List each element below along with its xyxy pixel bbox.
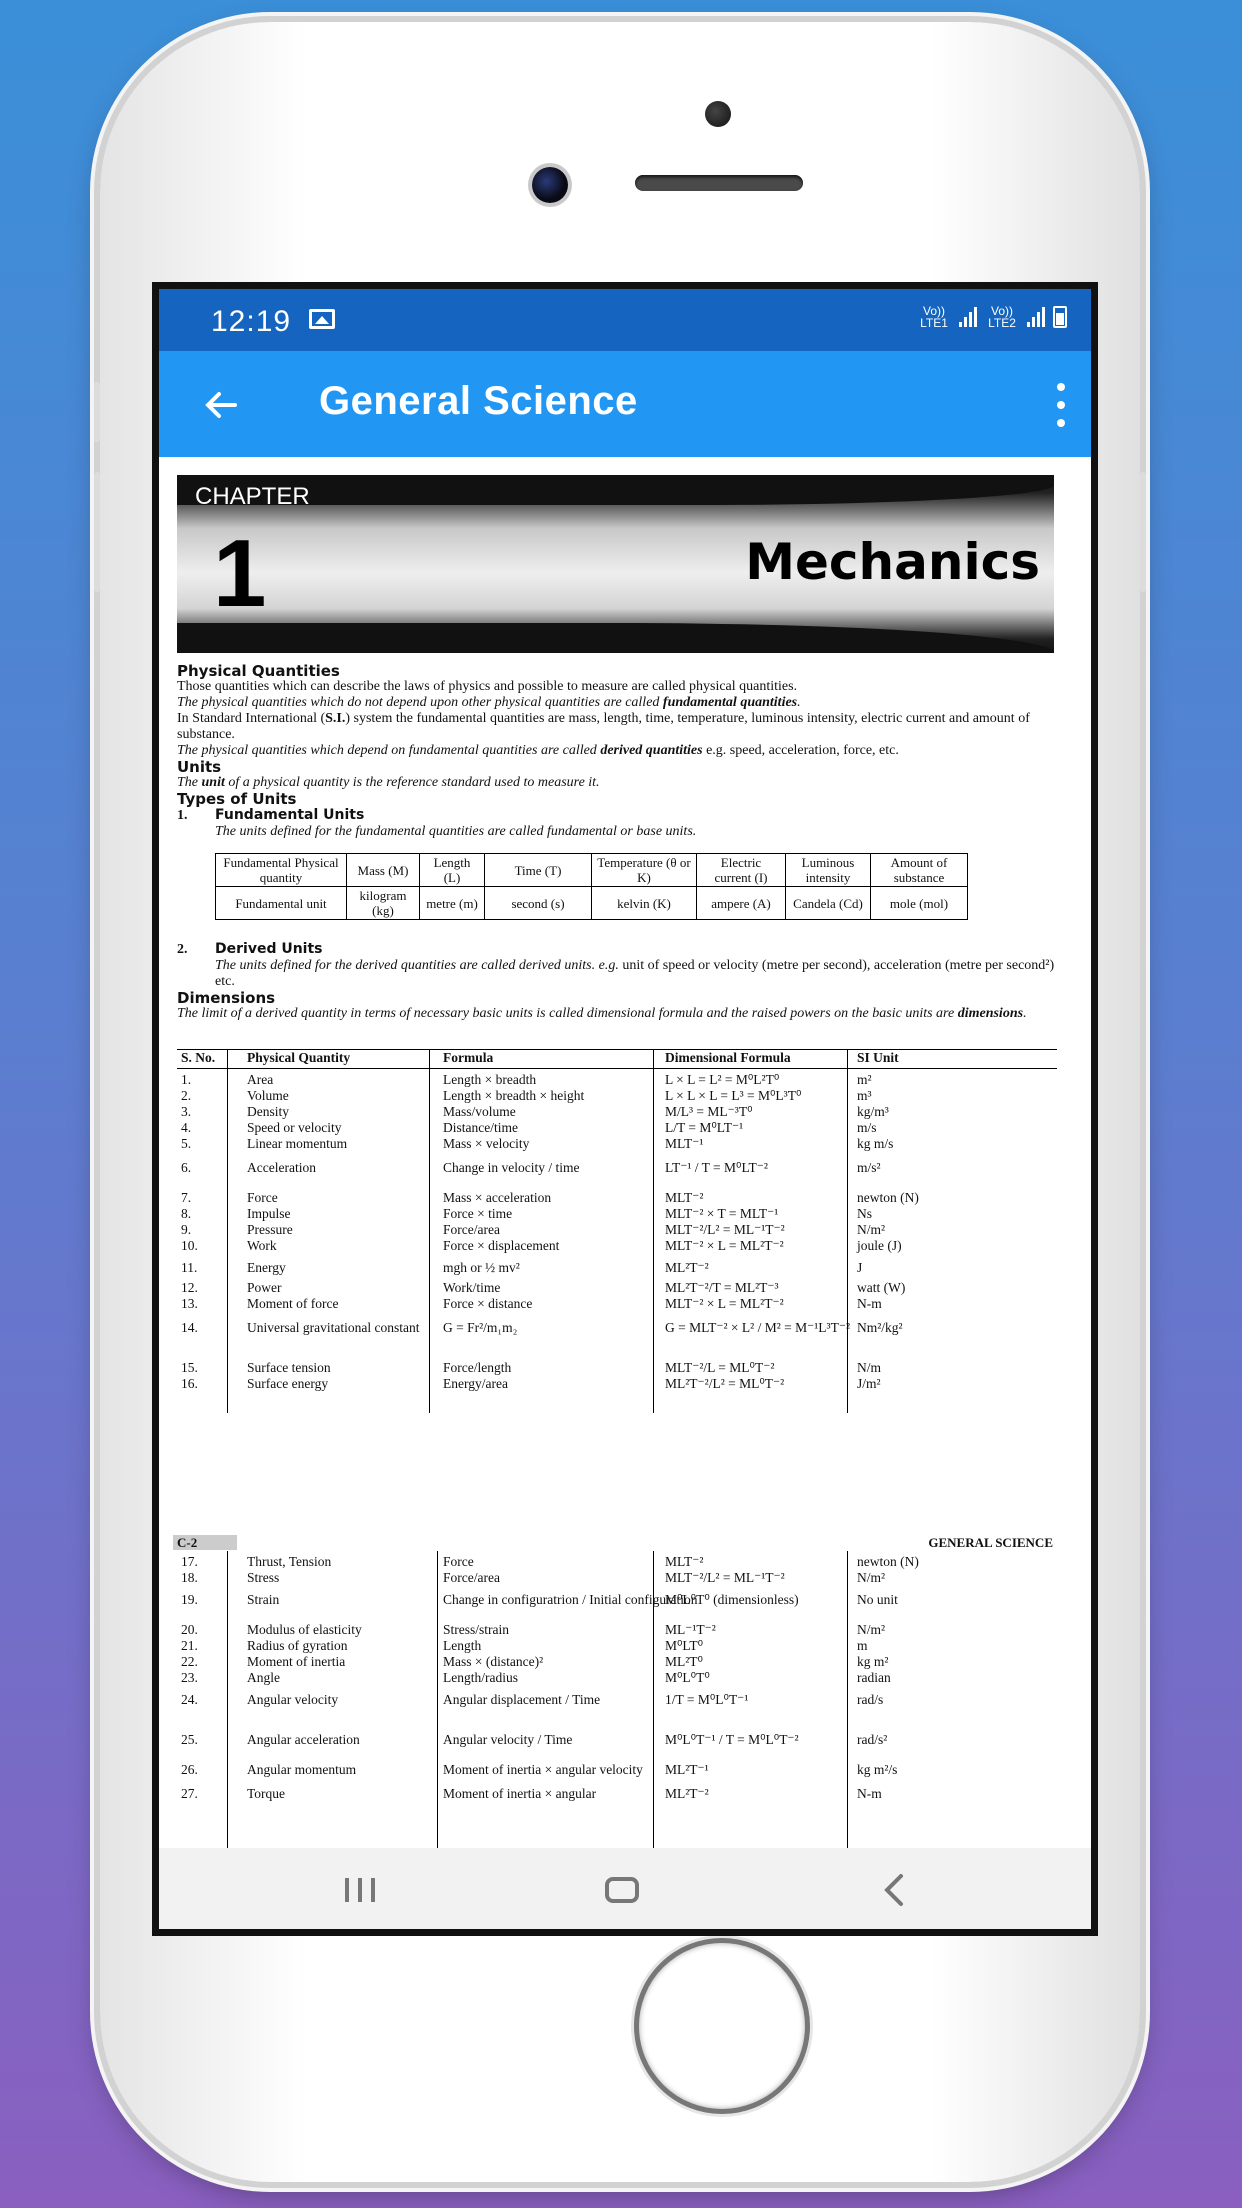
physical-quantity: Thrust, Tension <box>247 1554 332 1569</box>
status-bar <box>159 289 1091 351</box>
row-number: 13. <box>181 1296 198 1311</box>
dimensional-formula: ML²T⁰ <box>665 1654 703 1669</box>
heading-units: Units <box>177 758 222 776</box>
formula: Force × time <box>443 1206 513 1221</box>
arrow-left-icon[interactable] <box>199 383 243 427</box>
formula: Moment of inertia × angular <box>443 1786 597 1801</box>
si-unit: N/m² <box>857 1622 886 1637</box>
si-unit: rad/s <box>857 1692 884 1707</box>
physical-quantity: Angular momentum <box>247 1762 357 1777</box>
heading-types-of-units: Types of Units <box>177 790 297 808</box>
dimensional-formula: MLT⁻² × T = MLT⁻¹ <box>665 1206 779 1221</box>
paragraph: Those quantities which can describe the laws of physics and possible to measure are called physical quantities. <box>177 679 798 694</box>
si-unit: newton (N) <box>857 1554 919 1569</box>
physical-quantity: Speed or velocity <box>247 1120 342 1135</box>
heading-physical-quantities: Physical Quantities <box>177 662 340 680</box>
physical-quantity: Surface tension <box>247 1360 331 1375</box>
chapter-number: 1 <box>213 520 267 627</box>
power-button <box>1140 472 1146 592</box>
formula: Mass × acceleration <box>443 1190 552 1205</box>
paragraph: The units defined for the fundamental quantities are called fundamental or base units. <box>215 824 697 839</box>
formula: Force × displacement <box>443 1238 560 1253</box>
intro-section <box>177 663 1057 840</box>
paragraph: The unit of a physical quantity is the reference standard used to measure it. <box>177 775 600 790</box>
chapter-banner <box>177 475 1054 653</box>
earpiece-speaker <box>635 175 803 191</box>
si-unit: Nm²/kg² <box>857 1320 903 1335</box>
row-number: 10. <box>181 1238 198 1253</box>
formula: Stress/strain <box>443 1622 509 1637</box>
si-unit: joule (J) <box>857 1238 902 1253</box>
si-unit: N-m <box>857 1786 882 1801</box>
formula: Length × breadth <box>443 1072 537 1087</box>
physical-quantity: Impulse <box>247 1206 291 1221</box>
dimensional-formula: ML²T⁻² <box>665 1260 709 1275</box>
list-item: 1. Fundamental Units <box>177 807 365 823</box>
phone-screen <box>152 282 1098 1936</box>
chapter-title: Mechanics <box>745 533 1040 591</box>
row-number: 4. <box>181 1120 192 1135</box>
dimensional-formula: LT⁻¹ / T = M⁰LT⁻² <box>665 1160 768 1175</box>
row-number: 27. <box>181 1786 198 1801</box>
row-number: 6. <box>181 1160 192 1175</box>
physical-quantity: Force <box>247 1190 278 1205</box>
table-row: Fundamental unit kilogram (kg) metre (m) second (s) kelvin (K) ampere (A) Candela (Cd) mole (mol) <box>216 887 968 920</box>
dimensional-formula: ML²T⁻¹ <box>665 1762 709 1777</box>
si-unit: rad/s² <box>857 1732 888 1747</box>
row-number: 15. <box>181 1360 198 1375</box>
dimensional-formula: L × L × L = L³ = M⁰L³T⁰ <box>665 1088 802 1103</box>
row-number: 22. <box>181 1654 198 1669</box>
si-unit: watt (W) <box>857 1280 906 1295</box>
si-unit: Ns <box>857 1206 873 1221</box>
formula: Change in velocity / time <box>443 1160 580 1175</box>
table-row: Fundamental Physical quantity Mass (M) Length (L) Time (T) Temperature (θ or K) Electric current (I) Luminous intensity Amount of substance <box>216 854 968 887</box>
formula: Mass/volume <box>443 1104 516 1119</box>
si-unit: J <box>857 1260 863 1275</box>
si-unit: m/s <box>857 1120 877 1135</box>
row-number: 23. <box>181 1670 198 1685</box>
signal-icon <box>1027 307 1045 327</box>
physical-quantity: Moment of inertia <box>247 1654 346 1669</box>
physical-quantity: Modulus of elasticity <box>247 1622 362 1637</box>
physical-quantity: Angle <box>247 1670 280 1685</box>
physical-quantity: Acceleration <box>247 1160 316 1175</box>
signal-icon <box>959 307 977 327</box>
row-number: 16. <box>181 1376 198 1391</box>
heading-dimensions: Dimensions <box>177 989 276 1007</box>
formula: Force × distance <box>443 1296 533 1311</box>
dimensional-formula: ML²T⁻²/L² = ML⁰T⁻² <box>665 1376 785 1391</box>
status-indicators <box>917 305 1067 329</box>
formula: Length <box>443 1638 482 1653</box>
formula: Mass × velocity <box>443 1136 530 1151</box>
formula: Angular displacement / Time <box>443 1692 601 1707</box>
dimensional-formula: ML⁻¹T⁻² <box>665 1622 716 1637</box>
derived-section <box>177 941 1057 1022</box>
dimensional-formula: M⁰L⁰T⁻¹ / T = M⁰L⁰T⁻² <box>665 1732 799 1747</box>
dimensional-formula: MLT⁻¹ <box>665 1136 704 1151</box>
list-item: 2. Derived Units <box>177 941 323 957</box>
formula: Angular velocity / Time <box>443 1732 573 1747</box>
si-unit: N/m² <box>857 1570 886 1585</box>
formula: Moment of inertia × angular velocity <box>443 1762 643 1777</box>
sim2-label: Vo)) LTE2 <box>988 304 1016 330</box>
formula: Change in configuratrion / Initial configuration <box>443 1592 698 1607</box>
volume-up-button <box>94 472 100 592</box>
dimensional-formula: M⁰L⁰T⁰ <box>665 1670 710 1685</box>
mute-switch <box>94 382 100 442</box>
home-button[interactable] <box>634 1938 810 2114</box>
dimensions-table: S. No. Physical Quantity Formula Dimensional Formula SI Unit 1. Area Length × breadth L × L = L² = M⁰L²T⁰ m² 2. Volume Length × breadth × height L × L × L = L³ = M⁰L³T⁰ m³ 3. Density Mass/volume M/L³ = ML⁻³T⁰ kg/m³ 4. Speed or velocity Distance/time L/T = M⁰LT⁻¹ m/s 5. Linear momentum Mass × velocity MLT⁻¹ kg m/s 6. Acceleration Change in velocity / time LT⁻¹ / T = M⁰LT⁻² m/s² 7. Force Mass × acceleration MLT⁻² newton (N) 8. Impulse Force × time MLT⁻² × T = MLT⁻¹ Ns 9. Pressure Force/area MLT⁻²/L² = ML⁻¹T⁻² N/m² 10. Work Force × displacement MLT⁻² × L = ML²T⁻² joule (J) 11. Energy mgh or ½ mv² ML²T⁻² J 12. Power Work/time ML²T⁻²/T = ML²T⁻³ watt (W) 13. Moment of force Force × distance MLT⁻² × L = ML²T⁻² N-m 14. Universal gravitational constant G = Fr²/m₁m₂ G = MLT⁻² × L² / M² = M⁻¹L³T⁻² Nm²/kg² 15. Surface tension Force/length MLT⁻²/L = ML⁰T⁻² N/m 16. Surface energy Energy/area ML²T⁻²/L² = ML⁰T⁻² J/m² <box>177 1049 1057 1413</box>
dimensional-formula: M/L³ = ML⁻³T⁰ <box>665 1104 753 1119</box>
row-number: 25. <box>181 1732 198 1747</box>
proximity-sensor <box>705 101 731 127</box>
row-number: 2. <box>181 1088 192 1103</box>
row-number: 3. <box>181 1104 192 1119</box>
physical-quantity: Stress <box>247 1570 280 1585</box>
dimensional-formula: MLT⁻² <box>665 1554 704 1569</box>
physical-quantity: Strain <box>247 1592 280 1607</box>
dimensional-formula: MLT⁻² × L = ML²T⁻² <box>665 1238 784 1253</box>
formula: G = Fr²/m₁m₂ <box>443 1320 518 1335</box>
dimensional-formula: 1/T = M⁰L⁰T⁻¹ <box>665 1692 749 1707</box>
physical-quantity: Angular acceleration <box>247 1732 360 1747</box>
row-number: 7. <box>181 1190 192 1205</box>
row-number: 18. <box>181 1570 198 1585</box>
row-number: 12. <box>181 1280 198 1295</box>
dimensional-formula: M⁰LT⁰ <box>665 1638 704 1653</box>
formula: Force/area <box>443 1570 500 1585</box>
page-header <box>173 1535 1053 1549</box>
si-unit: m² <box>857 1072 872 1087</box>
row-number: 8. <box>181 1206 192 1221</box>
formula: mgh or ½ mv² <box>443 1260 520 1275</box>
formula: Distance/time <box>443 1120 518 1135</box>
row-number: 26. <box>181 1762 198 1777</box>
si-unit: No unit <box>857 1592 898 1607</box>
dimensional-formula: MLT⁻² <box>665 1190 704 1205</box>
si-unit: newton (N) <box>857 1190 919 1205</box>
physical-quantity: Universal gravitational constant <box>247 1320 420 1335</box>
physical-quantity: Linear momentum <box>247 1136 348 1151</box>
physical-quantity: Pressure <box>247 1222 293 1237</box>
dimensional-formula: L × L = L² = M⁰L²T⁰ <box>665 1072 780 1087</box>
si-unit: radian <box>857 1670 891 1685</box>
physical-quantity: Work <box>247 1238 277 1253</box>
formula: Length × breadth × height <box>443 1088 585 1103</box>
sim1-label: Vo)) LTE1 <box>920 304 948 330</box>
formula: Work/time <box>443 1280 501 1295</box>
recent-apps-icon[interactable] <box>345 1878 375 1902</box>
si-unit: m³ <box>857 1088 872 1103</box>
page-label: C-2 <box>173 1535 237 1550</box>
physical-quantity: Power <box>247 1280 282 1295</box>
more-vert-icon[interactable] <box>1055 383 1067 427</box>
chapter-label: CHAPTER <box>195 483 310 510</box>
dimensional-formula: L/T = M⁰LT⁻¹ <box>665 1120 744 1135</box>
physical-quantity: Torque <box>247 1786 286 1801</box>
physical-quantity: Energy <box>247 1260 286 1275</box>
row-number: 20. <box>181 1622 198 1637</box>
paragraph: The physical quantities which do not depend upon other physical quantities are called fundamental quantities. <box>177 695 801 710</box>
dimensional-formula: M⁰L⁰T⁰ (dimensionless) <box>665 1592 799 1607</box>
si-unit: N-m <box>857 1296 882 1311</box>
physical-quantity: Radius of gyration <box>247 1638 348 1653</box>
paragraph: In Standard International (S.I.) system the fundamental quantities are mass, length, time, temperature, luminous intensity, electric current and amount of substance. <box>177 711 1030 742</box>
row-number: 11. <box>181 1260 198 1275</box>
paragraph: The limit of a derived quantity in terms of necessary basic units is called dimensional formula and the raised powers on the basic units are dimensions. <box>177 1006 1027 1021</box>
formula: Force/length <box>443 1360 512 1375</box>
app-title: General Science <box>319 379 638 423</box>
si-unit: kg m² <box>857 1654 889 1669</box>
formula: Force <box>443 1554 474 1569</box>
formula: Energy/area <box>443 1376 508 1391</box>
physical-quantity: Angular velocity <box>247 1692 339 1707</box>
si-unit: m <box>857 1638 868 1653</box>
dimensional-formula: MLT⁻²/L = ML⁰T⁻² <box>665 1360 775 1375</box>
document-page[interactable] <box>159 457 1091 1848</box>
navigation-bar <box>159 1848 1091 1929</box>
row-number: 14. <box>181 1320 198 1335</box>
back-icon[interactable] <box>879 1872 907 1914</box>
row-number: 1. <box>181 1072 192 1087</box>
paragraph: The units defined for the derived quantities are called derived units. e.g. unit of speed or velocity (metre per second), acceleration (metre per second²) etc. <box>215 958 1055 989</box>
row-number: 5. <box>181 1136 192 1151</box>
image-icon <box>309 309 335 329</box>
dimensional-formula: MLT⁻²/L² = ML⁻¹T⁻² <box>665 1222 785 1237</box>
home-icon[interactable] <box>605 1877 639 1903</box>
row-number: 17. <box>181 1554 198 1569</box>
row-number: 21. <box>181 1638 198 1653</box>
app-bar <box>159 351 1091 457</box>
physical-quantity: Volume <box>247 1088 289 1103</box>
si-unit: kg m²/s <box>857 1762 898 1777</box>
formula: Mass × (distance)² <box>443 1654 544 1669</box>
physical-quantity: Density <box>247 1104 289 1119</box>
battery-icon <box>1053 306 1067 328</box>
row-number: 19. <box>181 1592 198 1607</box>
physical-quantity: Moment of force <box>247 1296 339 1311</box>
paragraph: The physical quantities which depend on fundamental quantities are called derived quantities e.g. speed, acceleration, force, etc. <box>177 743 899 758</box>
row-number: 24. <box>181 1692 198 1707</box>
row-number: 9. <box>181 1222 192 1237</box>
front-camera <box>532 167 568 203</box>
dimensional-formula: MLT⁻² × L = ML²T⁻² <box>665 1296 784 1311</box>
si-unit: N/m² <box>857 1222 886 1237</box>
dimensions-table-continued <box>177 1551 1057 1848</box>
si-unit: kg/m³ <box>857 1104 889 1119</box>
dimensional-formula: G = MLT⁻² × L² / M² = M⁻¹L³T⁻² <box>665 1320 851 1335</box>
formula: Force/area <box>443 1222 500 1237</box>
si-unit: N/m <box>857 1360 882 1375</box>
si-unit: m/s² <box>857 1160 881 1175</box>
dimensional-formula: MLT⁻²/L² = ML⁻¹T⁻² <box>665 1570 785 1585</box>
physical-quantity: Surface energy <box>247 1376 329 1391</box>
status-time: 12:19 <box>211 305 292 338</box>
physical-quantity: Area <box>247 1072 274 1087</box>
dimensional-formula: ML²T⁻² <box>665 1786 709 1801</box>
dimensional-formula: ML²T⁻²/T = ML²T⁻³ <box>665 1280 779 1295</box>
si-unit: J/m² <box>857 1376 881 1391</box>
units-table <box>215 853 968 920</box>
si-unit: kg m/s <box>857 1136 894 1151</box>
formula: Length/radius <box>443 1670 518 1685</box>
running-title: GENERAL SCIENCE <box>928 1535 1053 1550</box>
